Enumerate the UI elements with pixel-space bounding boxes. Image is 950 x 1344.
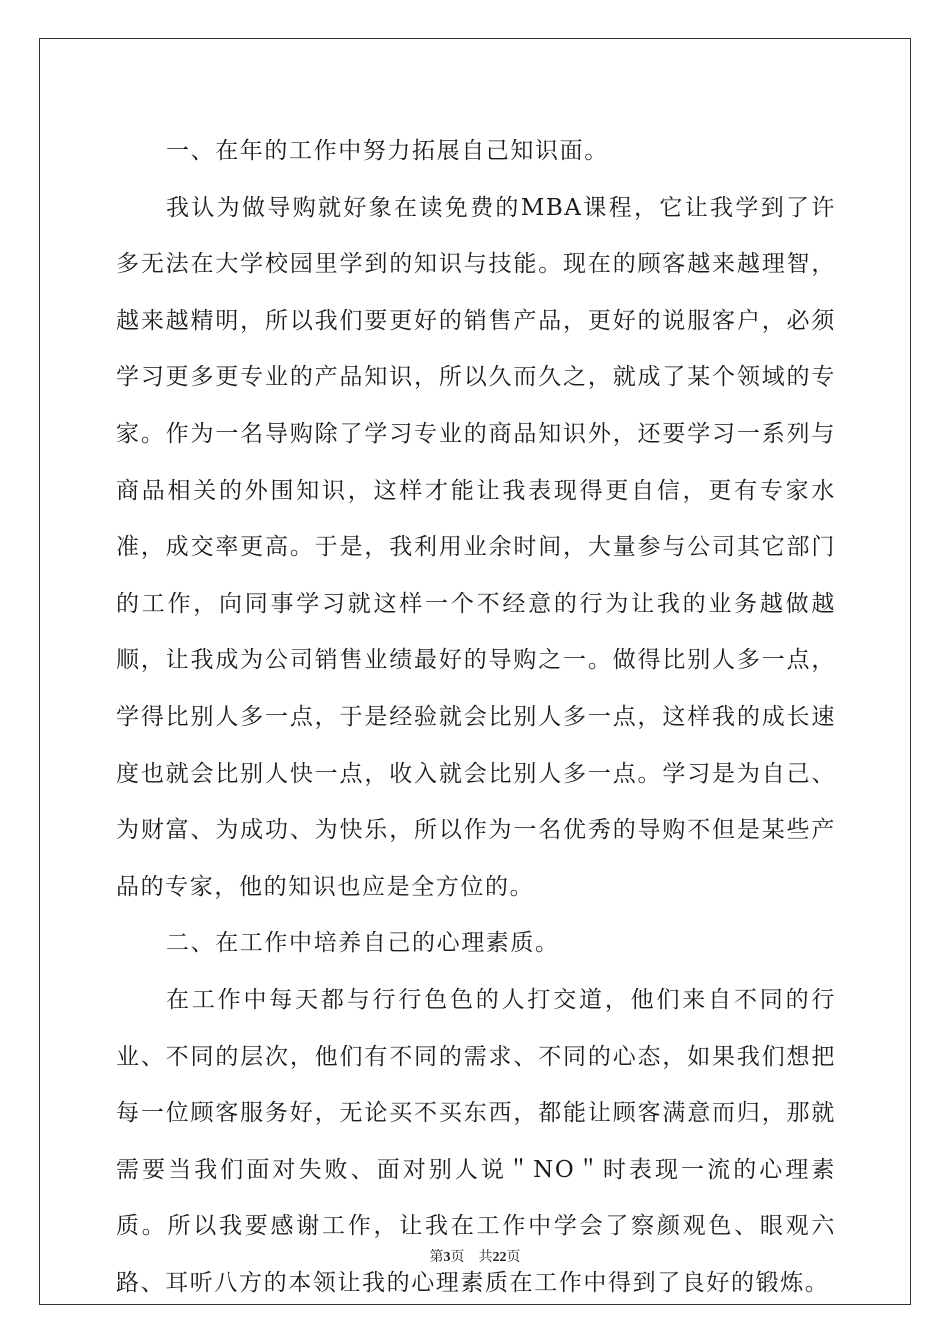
body-paragraph-1: 我认为做导购就好象在读免费的MBA课程，它让我学到了许多无法在大学校园里学到的知识与技能。现在的顾客越来越理智，越来越精明，所以我们要更好的销售产品，更好的说服客户，必须学习更多更专业的产品知识，所以久而久之，就成了某个领域的专家。作为一名导购除了学习专业的商品知识外，还要学习一系列与商品相关的外围知识，这样才能让我表现得更自信，更有专家水准，成交率更高。于是，我利用业余时间，大量参与公司其它部门的工作，向同事学习就这样一个不经意的行为让我的业务越做越顺，让我成为公司销售业绩最好的导购之一。做得比别人多一点，学得比别人多一点，于是经验就会比别人多一点，这样我的成长速度也就会比别人快一点，收入就会比别人多一点。学习是为自己、为财富、为成功、为快乐，所以作为一名优秀的导购不但是某些产品的专家，他的知识也应是全方位的。 — [116, 194, 836, 900]
page-footer — [0, 1246, 950, 1266]
total-prefix: 共 — [478, 1250, 493, 1265]
current-page-number: 3 — [443, 1250, 451, 1265]
total-suffix: 页 — [506, 1250, 521, 1265]
document-body — [116, 123, 836, 1311]
page-suffix: 页 — [450, 1250, 465, 1265]
section-heading-2: 二、在工作中培养自己的心理素质。 — [166, 930, 560, 957]
page-prefix: 第 — [429, 1250, 444, 1265]
section-heading-1: 一、在年的工作中努力拓展自己知识面。 — [166, 138, 609, 164]
total-pages-number: 22 — [492, 1250, 507, 1265]
body-paragraph-2: 在工作中每天都与行行色色的人打交道，他们来自不同的行业、不同的层次，他们有不同的需求、不同的心态，如果我们想把每一位顾客服务好，无论买不买东西，都能让顾客满意而归，那就需要当我们面对失败、面对别人说＂NO＂时表现一流的心理素质。所以我要感谢工作，让我在工作中学会了察颜观色、眼观六路、耳听八方的本领让我的心理素质在工作中得到了良好的锻炼。 — [116, 986, 836, 1296]
